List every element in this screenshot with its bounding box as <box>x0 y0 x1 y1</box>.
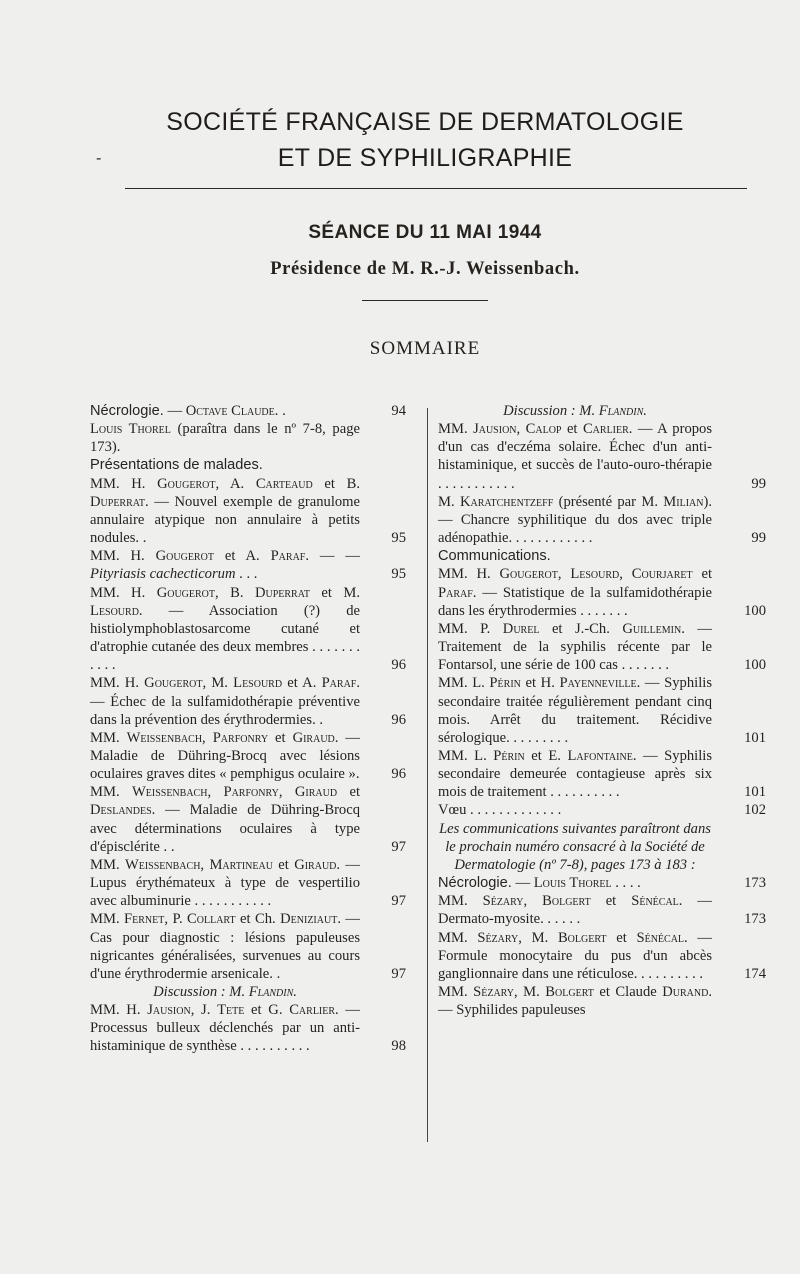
short-rule <box>362 300 488 301</box>
entry-text: MM. Sézary, M. Bolgert et Sénécal. — Formule monocytaire du pus d'un abcès ganglionnaire dans une réticulose. . . . . . . . . . <box>438 929 713 982</box>
entry-text: MM. H. Gougerot, B. Duperrat et M. Lesourd. — Association (?) de histiolymphoblastosarcome cutané et d'atrophie cutanée des deux membres . . . . . . . . . . . <box>90 584 360 674</box>
page-number: 174 <box>744 965 766 982</box>
column-divider <box>427 408 428 1142</box>
entry-text: MM. Sézary, M. Bolgert et Claude Durand. — Syphilides papuleuses <box>438 984 713 1019</box>
session-date: SÉANCE DU 11 MAI 1944 <box>308 222 542 243</box>
page-number: 96 <box>391 657 406 674</box>
summary-entry <box>90 983 406 1001</box>
summary-entry <box>438 674 766 747</box>
entry-text: MM. L. Périn et E. Lafontaine. — Syphilis secondaire demeurée contagieuse après six mois de traitement . . . . . . . . . . <box>438 747 713 801</box>
page-number: 98 <box>391 1038 406 1055</box>
entry-text: MM. L. Périn et H. Payenneville. — Syphilis secondaire traitée régulièrement pendant cinq mois. Arrêt du traitement. Récidive sérologique. . . . . . . . . <box>438 675 712 746</box>
entry-text: Nécrologie. — Octave Claude. . <box>90 403 286 419</box>
entry-text: MM. Weissenbach, Parfonry, Giraud et Deslandes. — Maladie de Dühring-Brocq avec déterminations oculaires à type d'épisclérite . . <box>90 784 360 855</box>
page-number: 94 <box>391 403 406 419</box>
title-rule <box>125 188 747 189</box>
summary-entry <box>438 929 766 983</box>
entry-text: Louis Thorel (paraîtra dans le nº 7-8, page 173). <box>90 421 360 456</box>
entry-text: MM. Weissenbach, Parfonry et Giraud. — Maladie de Dühring-Brocq avec lésions oculaires graves dites « pemphigus oculaire ». <box>90 729 361 783</box>
page-number: 96 <box>391 711 406 728</box>
summary-left-column <box>90 402 406 1056</box>
summary-entry <box>90 674 406 728</box>
entry-text: MM. H. Gougerot, A. Carteaud et B. Duperrat. — Nouvel exemple de granulome annulaire atypique non annulaire à petits nodules. . <box>90 475 360 547</box>
entry-text: MM. H. Gougerot et A. Paraf. — — Pityriasis cachecticorum . . . <box>90 548 361 583</box>
summary-entry <box>90 856 406 910</box>
entry-text: Discussion : M. Flandin. <box>503 403 647 419</box>
entry-text: Vœu . . . . . . . . . . . . . <box>438 802 562 819</box>
page-number: 99 <box>751 530 766 547</box>
entry-text: Présentations de malades. <box>90 457 263 474</box>
page-number: 95 <box>391 566 406 583</box>
page-number: 96 <box>391 766 406 783</box>
page-number: 101 <box>744 784 766 801</box>
entry-text: Les communications suivantes paraîtront dans le prochain numéro consacré à la Société de Dermatologie (nº 7-8), pages 173 à 183 : <box>439 820 711 873</box>
page-number: 173 <box>744 875 766 892</box>
entry-text: MM. Fernet, P. Collart et Ch. Deniziaut. — Cas pour diagnostic : lésions papuleuses nigricantes généralisées, survenues au cours d'une érythrodermie arsenicale. . <box>90 911 360 982</box>
summary-entry <box>90 402 406 420</box>
page-number: 100 <box>744 657 766 674</box>
page-number: 97 <box>391 838 406 855</box>
summary-entry <box>438 565 766 619</box>
summary-entry <box>90 729 406 783</box>
summary-entry <box>438 892 766 928</box>
entry-text: MM. H. Jausion, J. Tete et G. Carlier. — Processus bulleux déclenchés par un anti-histaminique de synthèse . . . . . . . . . . <box>90 1002 360 1055</box>
summary-entry <box>90 584 406 675</box>
page-number: 97 <box>391 965 406 982</box>
page-number: 99 <box>751 475 766 492</box>
summary-entry <box>90 783 406 856</box>
entry-text: MM. Jausion, Calop et Carlier. — A propos d'un cas d'eczéma solaire. Échec d'un anti-histaminique, et succès de l'auto-ouro-thérapie . . . . . . . . . . . <box>438 421 713 492</box>
summary-entry <box>438 820 766 874</box>
journal-title-line1: SOCIÉTÉ FRANÇAISE DE DERMATOLOGIE <box>166 108 684 136</box>
entry-text: M. Karatchentzeff (présenté par M. Milian). — Chancre syphilitique du dos avec triple adénopathie. . . . . . . . . . . . <box>438 493 712 547</box>
summary-entry <box>438 874 766 892</box>
stray-mark: - <box>96 150 102 167</box>
journal-title-line2: ET DE SYPHILIGRAPHIE <box>277 144 573 172</box>
page-number: 97 <box>391 893 406 910</box>
summary-entry <box>90 420 406 456</box>
summary-entry <box>438 620 766 674</box>
summary-heading: SOMMAIRE <box>369 338 481 359</box>
entry-text: MM. H. Gougerot, M. Lesourd et A. Paraf. — Échec de la sulfamidothérapie préventive dans la prévention des érythrodermies. . <box>90 675 361 728</box>
summary-entry <box>438 747 766 801</box>
entry-text: MM. H. Gougerot, Lesourd, Courjaret et Paraf. — Statistique de la sulfamidothérapie dans les érythrodermies . . . . . . . <box>438 566 712 619</box>
page-number: 101 <box>744 729 766 746</box>
entry-text: MM. P. Durel et J.-Ch. Guillemin. — Traitement de la syphilis récente par le Fontarsol, une série de 100 cas . . . . . . . <box>438 620 713 674</box>
summary-right-column <box>438 402 766 1019</box>
page-number: 95 <box>391 530 406 547</box>
summary-entry <box>90 547 406 583</box>
page-number: 173 <box>744 911 766 928</box>
entry-text: Discussion : M. Flandin. <box>153 984 297 1000</box>
summary-entry <box>438 983 766 1019</box>
entry-text: MM. Weissenbach, Martineau et Giraud. — Lupus érythémateux à type de vespertilio avec albuminurie . . . . . . . . . . . <box>90 856 361 910</box>
summary-entry <box>90 1001 406 1055</box>
summary-entry <box>438 801 766 819</box>
summary-entry <box>438 547 766 565</box>
page-number: 100 <box>744 602 766 619</box>
summary-entry <box>90 475 406 548</box>
entry-text: Nécrologie. — Louis Thorel . . . . <box>438 875 641 892</box>
summary-entry <box>90 910 406 983</box>
summary-entry <box>438 493 766 547</box>
summary-entry <box>438 402 766 420</box>
page-number: 102 <box>744 802 766 819</box>
summary-entry <box>438 420 766 493</box>
presidency-line: Présidence de M. R.-J. Weissenbach. <box>270 259 580 279</box>
entry-text: Communications. <box>438 548 551 565</box>
entry-text: MM. Sézary, Bolgert et Sénécal. — Dermato-myosite. . . . . . <box>438 893 713 928</box>
summary-entry <box>90 456 406 474</box>
